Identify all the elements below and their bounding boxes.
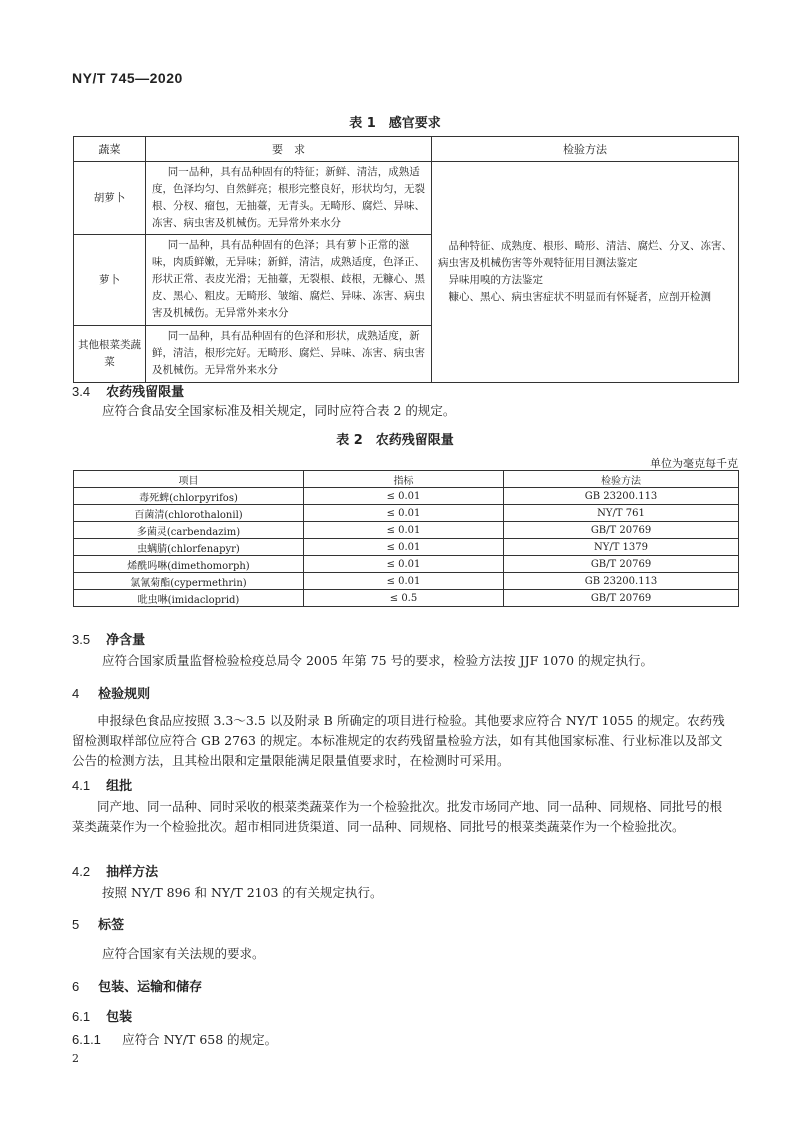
requirement-text: 同一品种，具有品种固有的色泽和形状，成熟适度，新鲜，清洁，根形完好。无畸形、腐烂、异味、冻害、病虫害及机械伤。无异常外来水分 bbox=[146, 326, 432, 383]
table-row bbox=[74, 573, 739, 590]
pesticide-name: 吡虫啉(imidacloprid) bbox=[74, 590, 304, 607]
section-number: 4.2 bbox=[72, 864, 91, 879]
page-number: 2 bbox=[72, 1052, 79, 1065]
pesticide-name: 虫螨腈(chlorfenapyr) bbox=[74, 539, 304, 556]
pesticide-residue-table bbox=[73, 470, 739, 607]
section-6-1-1 bbox=[72, 1030, 277, 1050]
method-line: 品种特征、成熟度、根形、畸形、清洁、腐烂、分叉、冻害、病虫害及机械伤害等外观特征用目测法鉴定 bbox=[438, 240, 732, 269]
col-header-requirement: 要 求 bbox=[146, 137, 432, 162]
section-4-2-text: 按照 NY/T 896 和 NY/T 2103 的有关规定执行。 bbox=[102, 885, 383, 900]
col-header-method: 检验方法 bbox=[432, 137, 739, 162]
section-number: 6.1 bbox=[72, 1009, 91, 1024]
col-header-limit: 指标 bbox=[304, 471, 504, 488]
table-row bbox=[74, 590, 739, 607]
section-title: 包装、运输和储存 bbox=[98, 980, 203, 995]
pesticide-name: 多菌灵(carbendazim) bbox=[74, 522, 304, 539]
limit-value: ≤ 0.01 bbox=[304, 573, 504, 590]
test-method: NY/T 761 bbox=[504, 505, 739, 522]
test-method: GB 23200.113 bbox=[504, 573, 739, 590]
method-line: 糠心、黑心、病虫害症状不明显而有怀疑者，应剖开检测 bbox=[448, 291, 711, 303]
requirement-text: 同一品种，具有品种固有的特征；新鲜、清洁，成熟适度，色泽均匀、自然鲜亮；根形完整良好，形状均匀，无裂根、分杈、瘤包，无抽薹，无青头。无畸形、腐烂、异味、冻害、病虫害及机械伤。无异常外来水分 bbox=[146, 162, 432, 235]
method-line: 异味用嗅的方法鉴定 bbox=[448, 274, 543, 286]
limit-value: ≤ 0.01 bbox=[304, 505, 504, 522]
table-header-row bbox=[74, 137, 739, 162]
section-6-1-heading bbox=[72, 1006, 132, 1025]
section-number: 4 bbox=[72, 686, 80, 701]
test-method: GB/T 20769 bbox=[504, 556, 739, 573]
section-3-4-heading bbox=[72, 381, 184, 400]
pesticide-name: 烯酰吗啉(dimethomorph) bbox=[74, 556, 304, 573]
section-title: 检验规则 bbox=[98, 687, 151, 702]
limit-value: ≤ 0.01 bbox=[304, 556, 504, 573]
section-6-heading bbox=[72, 976, 202, 995]
section-title: 标签 bbox=[98, 918, 125, 933]
vegetable-name: 胡萝卜 bbox=[74, 162, 146, 235]
table-row bbox=[74, 505, 739, 522]
requirement-text: 同一品种，具有品种固有的色泽；具有萝卜正常的滋味，肉质鲜嫩，无异味；新鲜，清洁，成熟适度，色泽正、形状正常、表皮光滑；无抽薹，无裂根、歧根，无糠心、黑皮、黑心、粗皮。无畸形、皱缩、腐烂、异味、冻害、病虫害及机械伤。无异常外来水分 bbox=[146, 235, 432, 326]
section-4-1-text: 同产地、同一品种、同时采收的根菜类蔬菜作为一个检验批次。批发市场同产地、同一品种、同规格、同批号的根菜类蔬菜作为一个检验批次。超市相同进货渠道、同一品种、同规格、同批号的根菜类蔬菜作为一个检验批次。 bbox=[72, 799, 723, 834]
vegetable-name: 萝卜 bbox=[74, 235, 146, 326]
section-4-heading bbox=[72, 683, 150, 702]
vegetable-name: 其他根菜类蔬菜 bbox=[74, 326, 146, 383]
table-row bbox=[74, 488, 739, 505]
section-title: 组批 bbox=[106, 779, 133, 794]
limit-value: ≤ 0.01 bbox=[304, 488, 504, 505]
table-row bbox=[74, 539, 739, 556]
pesticide-name: 毒死蜱(chlorpyrifos) bbox=[74, 488, 304, 505]
section-number: 6 bbox=[72, 979, 80, 994]
section-3-5-text: 应符合国家质量监督检验检疫总局令 2005 年第 75 号的要求，检验方法按 JJF 1070 的规定执行。 bbox=[102, 653, 654, 668]
section-4-2-heading bbox=[72, 861, 158, 880]
section-3-5-heading bbox=[72, 629, 145, 648]
table2-title: 表 2 农药残留限量 bbox=[336, 433, 454, 448]
test-method: NY/T 1379 bbox=[504, 539, 739, 556]
section-text: 应符合 NY/T 658 的规定。 bbox=[122, 1032, 278, 1047]
section-title: 农药残留限量 bbox=[106, 385, 185, 400]
pesticide-name: 氯氰菊酯(cypermethrin) bbox=[74, 573, 304, 590]
pesticide-name: 百菌清(chlorothalonil) bbox=[74, 505, 304, 522]
table-header-row bbox=[74, 471, 739, 488]
section-5-heading bbox=[72, 914, 124, 933]
col-header-method: 检验方法 bbox=[504, 471, 739, 488]
test-method: GB 23200.113 bbox=[504, 488, 739, 505]
test-method: GB/T 20769 bbox=[504, 590, 739, 607]
section-3-4-text: 应符合食品安全国家标准及相关规定，同时应符合表 2 的规定。 bbox=[102, 403, 456, 418]
section-number: 6.1.1 bbox=[72, 1032, 101, 1047]
table-row bbox=[74, 556, 739, 573]
section-4-1-heading bbox=[72, 775, 132, 794]
section-number: 3.5 bbox=[72, 632, 91, 647]
sensory-requirements-table bbox=[73, 136, 739, 383]
test-method: GB/T 20769 bbox=[504, 522, 739, 539]
table2-unit-note: 单位为毫克每千克 bbox=[650, 457, 738, 470]
section-4-text: 申报绿色食品应按照 3.3～3.5 以及附录 B 所确定的项目进行检验。其他要求应符合 NY/T 1055 的规定。农药残留检测取样部位应符合 GB 2763 的规定。本标准规定的农药残留量检验方法，如有其他国家标准、行业标准以及部文公告的检测方法，且其检出限和定量限能满足限量值要求时，在检测时可采用。 bbox=[72, 713, 725, 768]
section-title: 抽样方法 bbox=[106, 865, 159, 880]
section-number: 4.1 bbox=[72, 778, 91, 793]
section-number: 5 bbox=[72, 917, 80, 932]
section-number: 3.4 bbox=[72, 384, 91, 399]
limit-value: ≤ 0.5 bbox=[304, 590, 504, 607]
section-title: 包装 bbox=[106, 1010, 133, 1025]
table-row bbox=[74, 522, 739, 539]
col-header-item: 项目 bbox=[74, 471, 304, 488]
col-header-vegetable: 蔬菜 bbox=[74, 137, 146, 162]
limit-value: ≤ 0.01 bbox=[304, 522, 504, 539]
test-method-cell bbox=[432, 162, 739, 383]
standard-code-header: NY/T 745—2020 bbox=[72, 70, 183, 86]
table-row bbox=[74, 162, 739, 235]
section-5-text: 应符合国家有关法规的要求。 bbox=[102, 946, 265, 961]
limit-value: ≤ 0.01 bbox=[304, 539, 504, 556]
section-title: 净含量 bbox=[106, 633, 146, 648]
table1-title: 表 1 感官要求 bbox=[349, 116, 441, 131]
